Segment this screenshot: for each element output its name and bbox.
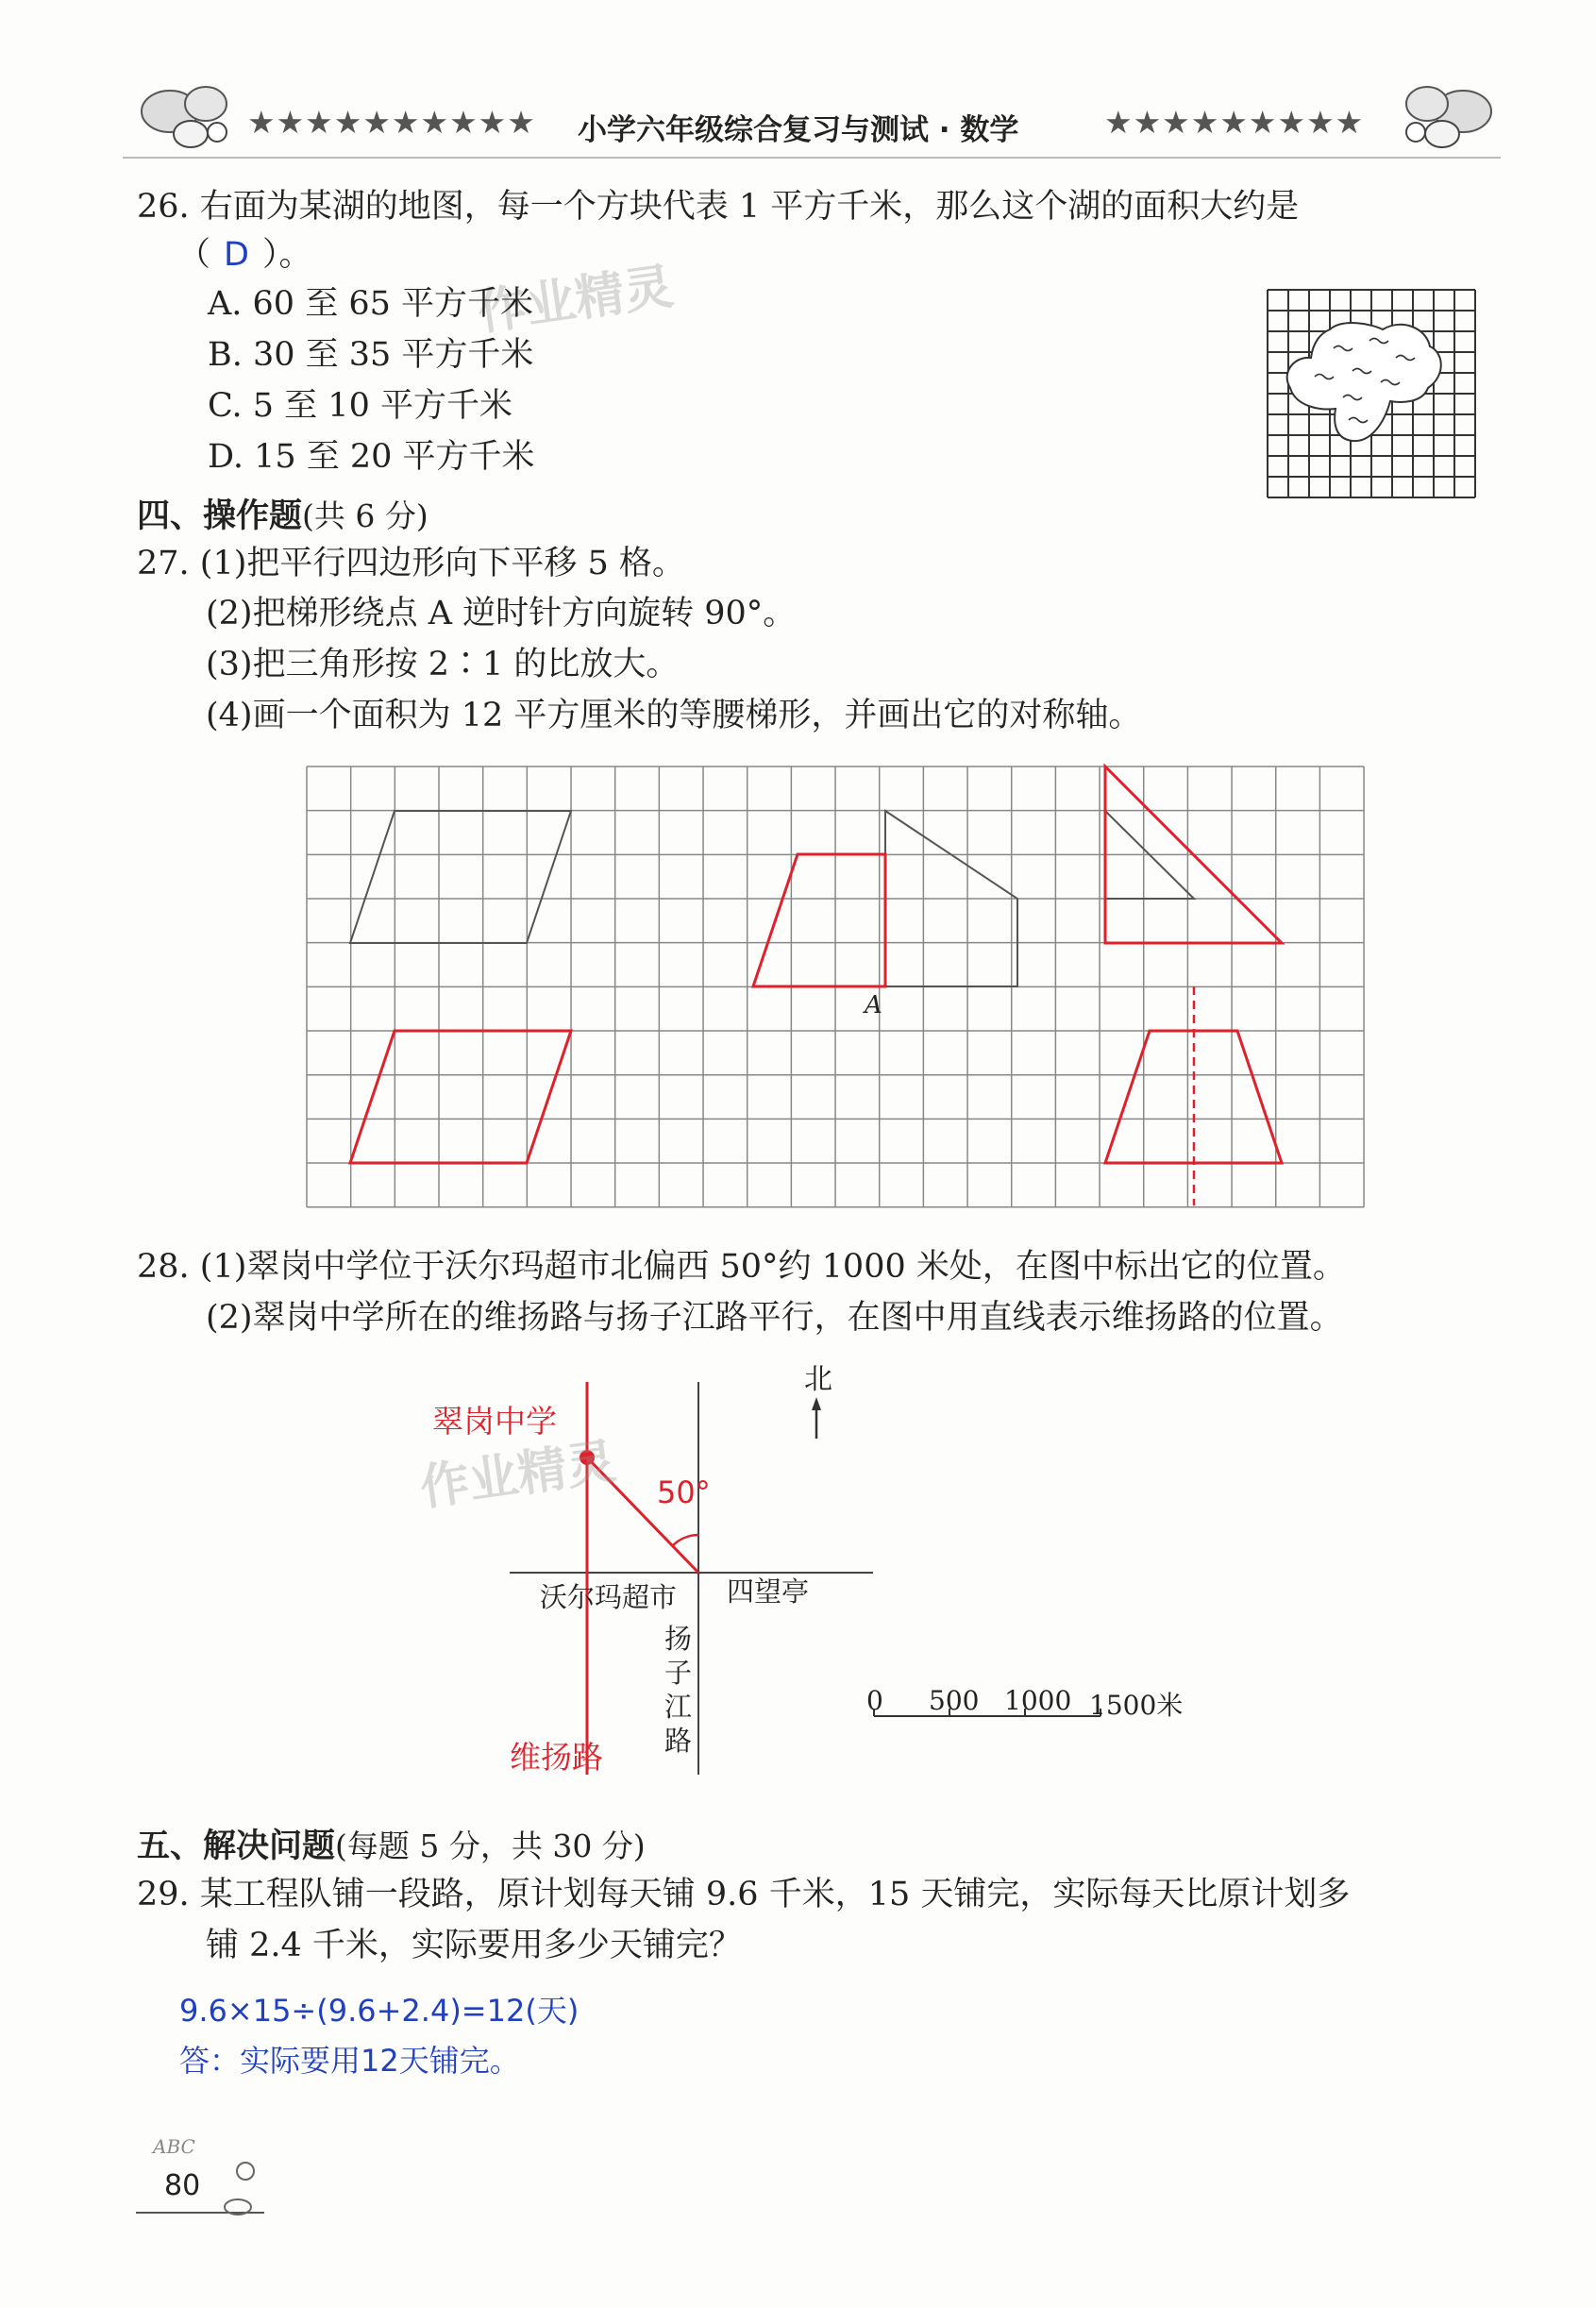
q26-stem: 26. 右面为某湖的地图，每一个方块代表 1 平方千米，那么这个湖的面积大约是: [137, 188, 1300, 226]
q29-stem-line2: 铺 2.4 千米，实际要用多少天铺完？: [206, 1927, 742, 1964]
header-stars-left: ★★★★★★★★★★: [247, 104, 536, 141]
walmart-label: 沃尔玛超市: [540, 1581, 678, 1613]
page-number: 80: [164, 2169, 201, 2202]
section4-title-text: 四、操作题: [137, 497, 303, 535]
q27-grid-figure: [307, 767, 1383, 1210]
q26-option-a: A. 60 至 65 平方千米: [208, 285, 533, 323]
yangzijiang-label: [664, 1622, 697, 1758]
header-stars-right: ★★★★★★★★★: [1104, 104, 1365, 141]
section4-title: [137, 490, 428, 537]
footer-deco-icon: [132, 2152, 274, 2228]
section5-score: (每题 5 分，共 30 分): [335, 1828, 646, 1864]
scale-label-500: 500: [929, 1685, 980, 1716]
scale-label-1500: 1500米: [1089, 1690, 1184, 1721]
bee-left-icon: [132, 76, 245, 160]
siwangting-label: 四望亭: [727, 1575, 810, 1608]
yangzijiang-char-3: 江: [664, 1691, 693, 1723]
q27-item-2: (2)把梯形绕点 A 逆时针方向旋转 90°。: [206, 595, 797, 632]
section4-score: (共 6 分): [302, 497, 428, 534]
q27-item-4: (4)画一个面积为 12 平方厘米的等腰梯形，并画出它的对称轴。: [206, 697, 1142, 734]
north-label: 北: [804, 1363, 832, 1396]
angle-label: 50°: [657, 1474, 711, 1510]
footer-deco: ABC: [153, 2135, 195, 2158]
parallelogram-translated: [350, 1031, 571, 1163]
q26-answer: D: [224, 236, 249, 274]
lake-shape: [1287, 323, 1441, 441]
q26-option-b: B. 30 至 35 平方千米: [208, 336, 534, 374]
q27-item-1: 27. (1)把平行四边形向下平移 5 格。: [137, 545, 685, 582]
paren-close: ）。: [261, 236, 312, 274]
header-title: 小学六年级综合复习与测试 · 数学: [578, 113, 1019, 147]
q29-work: 9.6×15÷(9.6+2.4)=12(天): [179, 1993, 580, 2029]
school-label: 翠岗中学: [432, 1403, 557, 1440]
yangzijiang-char-4: 路: [664, 1725, 693, 1757]
parallelogram-original: [350, 811, 571, 943]
bee-right-icon: [1387, 76, 1501, 160]
section5-title: [137, 1820, 646, 1867]
weiyang-label: 维扬路: [510, 1739, 603, 1776]
q29-stem-line1: 29. 某工程队铺一段路，原计划每天铺 9.6 千米，15 天铺完，实际每天比原计划多: [137, 1876, 1351, 1913]
yangzijiang-char-1: 扬: [664, 1623, 693, 1655]
q27-item-3: (3)把三角形按 2∶1 的比放大。: [206, 646, 680, 683]
point-a-label: A: [865, 991, 882, 1019]
q26-option-d: D. 15 至 20 平方千米: [208, 438, 535, 476]
scale-label-0: 0: [866, 1685, 883, 1716]
lake-map: [1268, 290, 1475, 497]
scale-label-1000: 1000: [1004, 1685, 1072, 1716]
q28-item-1: 28. (1)翠岗中学位于沃尔玛超市北偏西 50°约 1000 米处，在图中标出它的位置。: [137, 1248, 1346, 1286]
q28-item-2: (2)翠岗中学所在的维扬路与扬子江路平行，在图中用直线表示维扬路的位置。: [206, 1299, 1343, 1337]
header-rule: [123, 156, 1501, 160]
paren-open: （: [177, 236, 211, 274]
watermark-1: 作业精灵: [474, 258, 677, 343]
watermark-2: 作业精灵: [416, 1433, 619, 1518]
section5-title-text: 五、解决问题: [137, 1828, 336, 1865]
yangzijiang-char-2: 子: [664, 1657, 693, 1689]
q26-answer-line: [177, 234, 311, 276]
q26-option-c: C. 5 至 10 平方千米: [208, 387, 512, 425]
angle-arc: [672, 1535, 698, 1546]
trapezoid-rotated: [753, 854, 885, 986]
q29-answer: 答：实际要用12天铺完。: [179, 2043, 520, 2079]
